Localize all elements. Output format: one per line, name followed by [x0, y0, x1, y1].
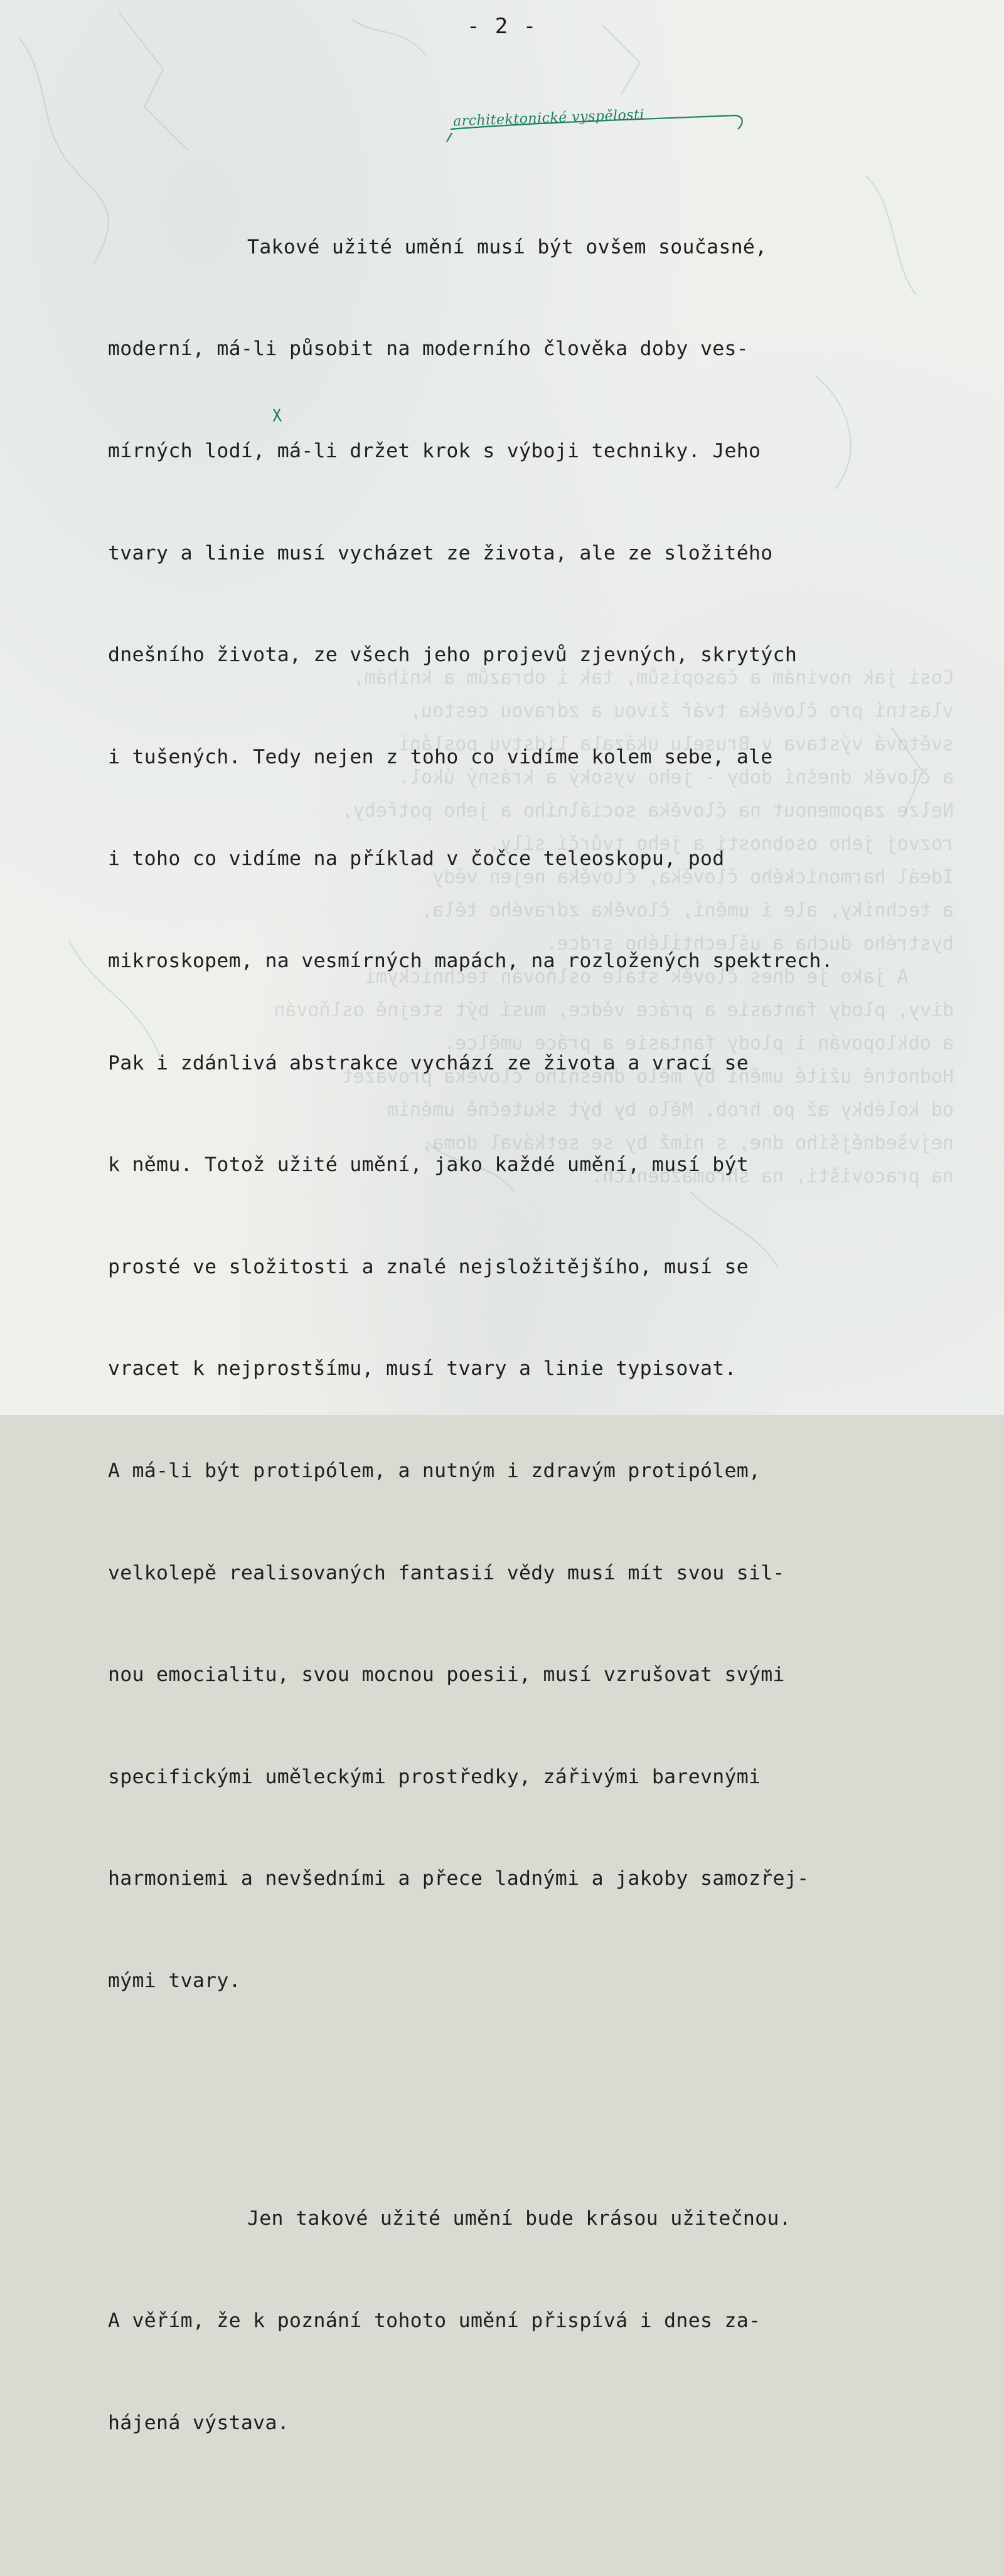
text-line: mými tvary. [108, 1969, 241, 1992]
text-line: mírných lodí, má-li držet krok s výboji techniky. Jeho [108, 440, 761, 462]
text-line: i toho co vidíme na příklad v čočce teleoskopu, pod [108, 847, 725, 871]
text-line: specifickými uměleckými prostředky, zářivými barevnými [108, 1765, 761, 1788]
typed-body-text [108, 94, 943, 2576]
handwritten-annotation: architektonické vyspělosti [452, 107, 645, 130]
text-line: tvary a linie musí vycházet ze života, ale ze složitého [108, 541, 773, 564]
text-line: mikroskopem, na vesmírných mapách, na rozložených spektrech. [108, 949, 833, 972]
bleed-through-text: Cosi jak novinám a časopisům, tak i obrazům a knihám, vlastní pro člověka tvář živou a zdravou cestou, světová výstava v Bruselu ukázala lidstvu poslání a člověk dnešní doby - jeho vysoký a krásný úkol. Nelze zapomenout na člověka sociálního a jeho potřeby, rozvoj jeho osobnosti a jeho tvůrčí síly. Ideál harmonického člověka, člověka nejen vědy a techniky, ale i umění, člověka zdravého těla, bystrého ducha a ušlechtilého srdce. A jako je dnes člověk stále oslňován technickými divy, plody fantasie a práce vědce, musí být stejně oslňován a obklopován i plody fantasie a práce umělce. Hodnotné užité umění by mělo dnešního člověka provázet od kolébky až po hrob. Mělo by být skutečně uměním nejvšednějšího dne, s nímž by se setkával doma, na pracovišti, na shromážděních. [274, 667, 954, 1187]
text-line: Jen takové užité umění bude krásou užitečnou. [247, 2207, 791, 2230]
text-line: k němu. Totož užité umění, jako každé umění, musí být [108, 1153, 749, 1177]
text-line: vracet k nejprostšímu, musí tvary a linie typisovat. [108, 1357, 737, 1381]
text-line: prosté ve složitosti a znalé nejsložitějšího, musí se [108, 1255, 749, 1278]
text-line: Pak i zdánlivá abstrakce vychází ze života a vrací se [108, 1051, 749, 1074]
text-line: A má-li být protipólem, a nutným i zdravým protipólem, [108, 1459, 761, 1482]
text-line: harmoniemi a nevšedními a přece ladnými a jakoby samozřej- [108, 1867, 809, 1890]
text-line: moderní, má-li působit na moderního člověka doby ves- [108, 337, 749, 361]
text-line: A věřím, že k poznání tohoto umění přispívá i dnes za- [108, 2309, 761, 2332]
text-line: velkolepě realisovaných fantasií vědy musí mít svou sil- [108, 1561, 785, 1584]
text-line: hájená výstava. [108, 2411, 289, 2434]
text-line: i tušených. Tedy nejen z toho co vidíme kolem sebe, ale [108, 745, 773, 768]
page-number: - 2 - [466, 14, 538, 39]
text-line: dnešního života, ze všech jeho projevů zjevných, skrytých [108, 644, 798, 667]
paragraph [108, 2134, 943, 2508]
paragraph [108, 162, 943, 2065]
text-line: nou emocialitu, svou mocnou poesii, musí vzrušovat svými [108, 1663, 785, 1687]
text-line: Takové užité umění musí být ovšem současné, [247, 235, 767, 258]
